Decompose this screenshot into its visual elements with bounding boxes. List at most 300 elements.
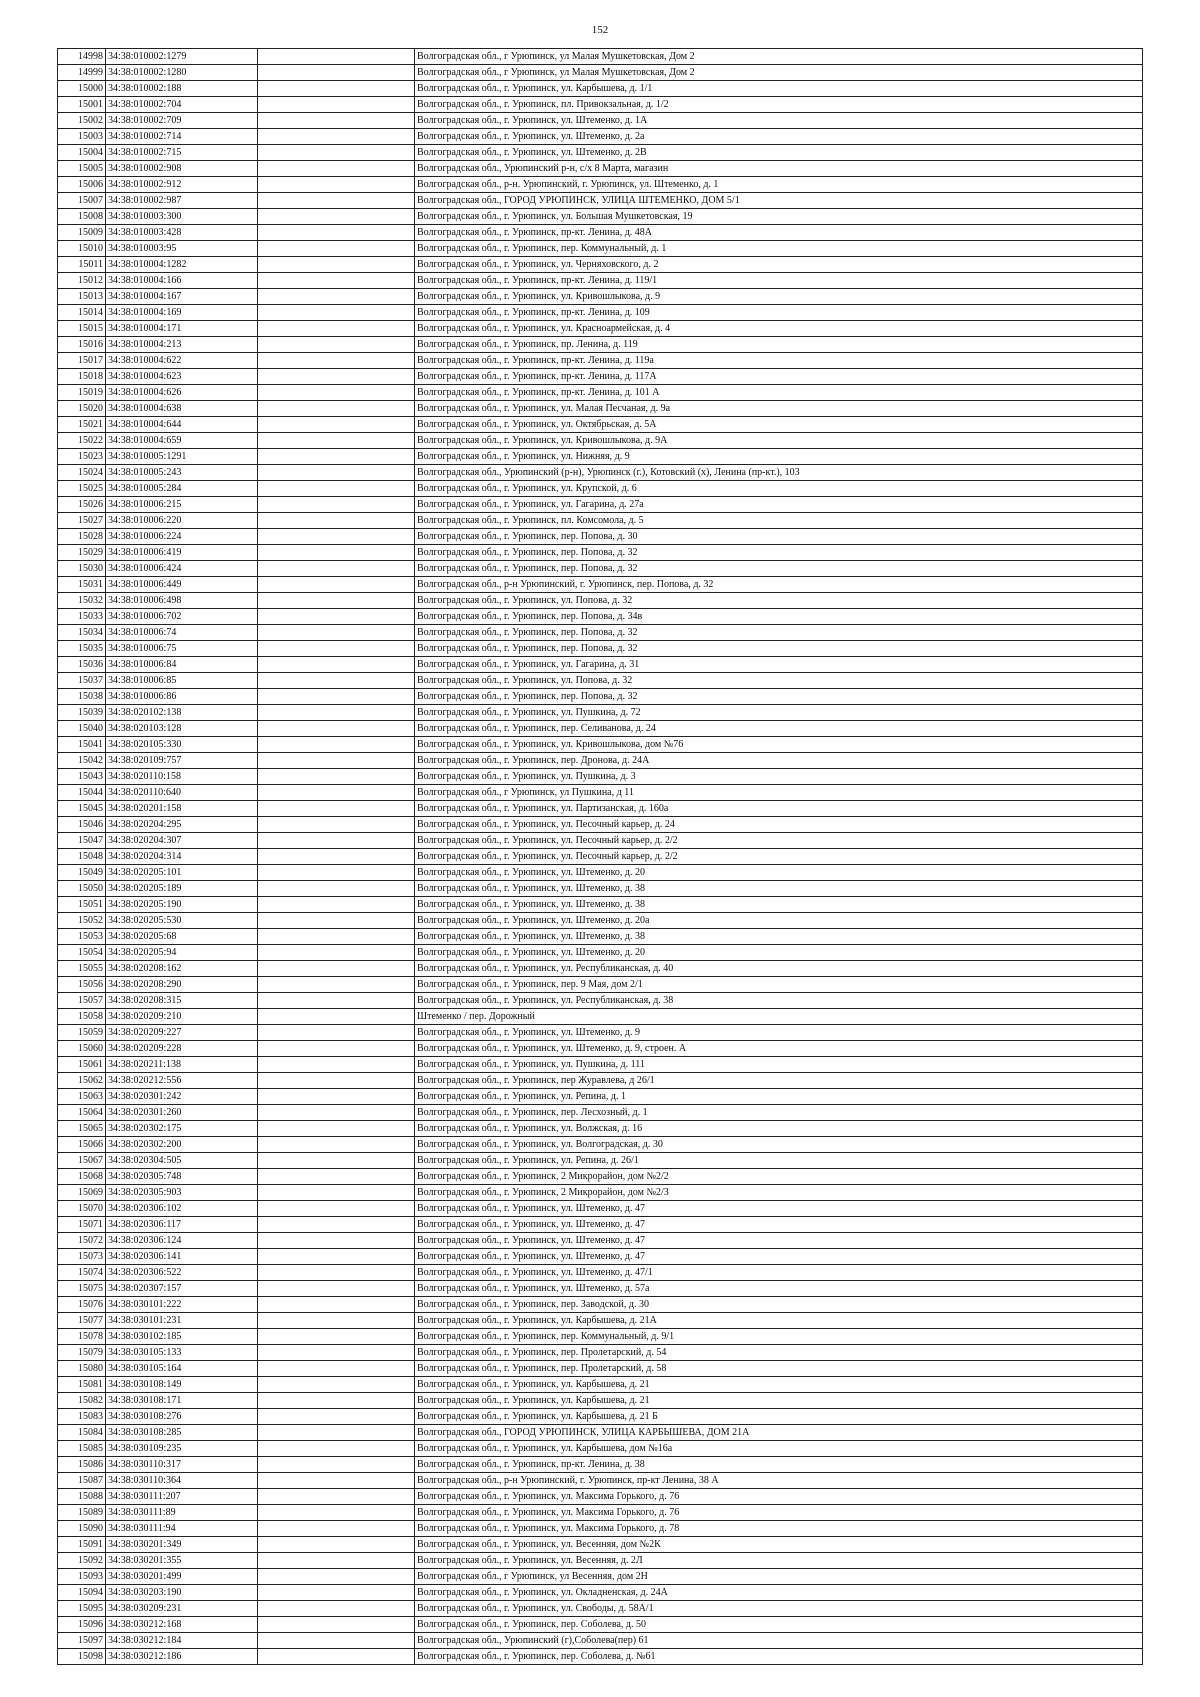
row-number-cell: 15003 bbox=[58, 129, 106, 145]
address-cell: Волгоградская обл., г. Урюпинск, ул. Весенняя, дом №2К bbox=[415, 1537, 1143, 1553]
cadastral-number-cell: 34:38:020209:210 bbox=[106, 1009, 258, 1025]
address-cell: Волгоградская обл., г. Урюпинск, ул. Штеменко, д. 2а bbox=[415, 129, 1143, 145]
cadastral-number-cell: 34:38:020103:128 bbox=[106, 721, 258, 737]
address-cell: Волгоградская обл., г. Урюпинск, ул. Штеменко, д. 20а bbox=[415, 913, 1143, 929]
empty-cell bbox=[258, 1233, 415, 1249]
row-number-cell: 15035 bbox=[58, 641, 106, 657]
table-row bbox=[58, 1233, 1143, 1249]
table-row bbox=[58, 1009, 1143, 1025]
table-row bbox=[58, 1217, 1143, 1233]
address-cell: Волгоградская обл., г. Урюпинск, ул. Карбышева, д. 21 bbox=[415, 1393, 1143, 1409]
table-row bbox=[58, 257, 1143, 273]
empty-cell bbox=[258, 385, 415, 401]
table-row bbox=[58, 369, 1143, 385]
cadastral-number-cell: 34:38:030108:149 bbox=[106, 1377, 258, 1393]
address-cell: Волгоградская обл., г. Урюпинск, ул. Партизанская, д. 160а bbox=[415, 801, 1143, 817]
address-cell: Волгоградская обл., р-н Урюпинский, г. Урюпинск, пер. Попова, д. 32 bbox=[415, 577, 1143, 593]
address-cell: Волгоградская обл., г. Урюпинск, 2 Микрорайон, дом №2/2 bbox=[415, 1169, 1143, 1185]
table-row bbox=[58, 1425, 1143, 1441]
empty-cell bbox=[258, 529, 415, 545]
cadastral-number-cell: 34:38:010002:709 bbox=[106, 113, 258, 129]
empty-cell bbox=[258, 1409, 415, 1425]
address-cell: Волгоградская обл., г. Урюпинск, пр-кт. Ленина, д. 109 bbox=[415, 305, 1143, 321]
cadastral-number-cell: 34:38:010004:623 bbox=[106, 369, 258, 385]
cadastral-number-cell: 34:38:010004:213 bbox=[106, 337, 258, 353]
empty-cell bbox=[258, 1617, 415, 1633]
row-number-cell: 15042 bbox=[58, 753, 106, 769]
cadastral-number-cell: 34:38:010006:74 bbox=[106, 625, 258, 641]
empty-cell bbox=[258, 1105, 415, 1121]
cadastral-number-cell: 34:38:030102:185 bbox=[106, 1329, 258, 1345]
empty-cell bbox=[258, 801, 415, 817]
row-number-cell: 15027 bbox=[58, 513, 106, 529]
table-row bbox=[58, 1057, 1143, 1073]
table-row bbox=[58, 1521, 1143, 1537]
table-row bbox=[58, 433, 1143, 449]
empty-cell bbox=[258, 497, 415, 513]
row-number-cell: 15083 bbox=[58, 1409, 106, 1425]
cadastral-number-cell: 34:38:020211:138 bbox=[106, 1057, 258, 1073]
row-number-cell: 15096 bbox=[58, 1617, 106, 1633]
address-cell: Волгоградская обл., Урюпинский (г),Соболева(пер) 61 bbox=[415, 1633, 1143, 1649]
row-number-cell: 15020 bbox=[58, 401, 106, 417]
address-cell: Волгоградская обл., г. Урюпинск, ул. Карбышева, д. 21А bbox=[415, 1313, 1143, 1329]
cadastral-number-cell: 34:38:020205:94 bbox=[106, 945, 258, 961]
table-row bbox=[58, 721, 1143, 737]
row-number-cell: 15087 bbox=[58, 1473, 106, 1489]
row-number-cell: 15081 bbox=[58, 1377, 106, 1393]
empty-cell bbox=[258, 577, 415, 593]
cadastral-number-cell: 34:38:020306:124 bbox=[106, 1233, 258, 1249]
row-number-cell: 15065 bbox=[58, 1121, 106, 1137]
row-number-cell: 15044 bbox=[58, 785, 106, 801]
cadastral-number-cell: 34:38:030105:133 bbox=[106, 1345, 258, 1361]
row-number-cell: 15045 bbox=[58, 801, 106, 817]
empty-cell bbox=[258, 81, 415, 97]
cadastral-number-cell: 34:38:030108:285 bbox=[106, 1425, 258, 1441]
row-number-cell: 15009 bbox=[58, 225, 106, 241]
address-cell: Волгоградская обл., г. Урюпинск, пр-кт. Ленина, д. 48А bbox=[415, 225, 1143, 241]
empty-cell bbox=[258, 257, 415, 273]
cadastral-number-cell: 34:38:010004:171 bbox=[106, 321, 258, 337]
address-cell: Волгоградская обл., г Урюпинск, ул Весенняя, дом 2Н bbox=[415, 1569, 1143, 1585]
empty-cell bbox=[258, 657, 415, 673]
table-row bbox=[58, 881, 1143, 897]
address-cell: Волгоградская обл., г. Урюпинск, ул. Песочный карьер, д. 2/2 bbox=[415, 849, 1143, 865]
cadastral-number-cell: 34:38:010004:1282 bbox=[106, 257, 258, 273]
cadastral-number-cell: 34:38:030105:164 bbox=[106, 1361, 258, 1377]
page-number: 152 bbox=[591, 24, 609, 36]
cadastral-number-cell: 34:38:010006:215 bbox=[106, 497, 258, 513]
table-row bbox=[58, 1345, 1143, 1361]
empty-cell bbox=[258, 961, 415, 977]
address-cell: Волгоградская обл., г. Урюпинск, ул. Кривошлыкова, д. 9А bbox=[415, 433, 1143, 449]
cadastral-number-cell: 34:38:010006:449 bbox=[106, 577, 258, 593]
row-number-cell: 15008 bbox=[58, 209, 106, 225]
address-cell: Волгоградская обл., г. Урюпинск, пер. 9 Мая, дом 2/1 bbox=[415, 977, 1143, 993]
table-row bbox=[58, 129, 1143, 145]
table-row bbox=[58, 97, 1143, 113]
table-row bbox=[58, 145, 1143, 161]
row-number-cell: 15066 bbox=[58, 1137, 106, 1153]
empty-cell bbox=[258, 1249, 415, 1265]
table-row bbox=[58, 1409, 1143, 1425]
address-cell: Волгоградская обл., г. Урюпинск, ул. Штеменко, д. 9, строен. А bbox=[415, 1041, 1143, 1057]
table-row bbox=[58, 529, 1143, 545]
address-cell: Волгоградская обл., г. Урюпинск, ул. Карбышева, д. 1/1 bbox=[415, 81, 1143, 97]
cadastral-number-cell: 34:38:030201:349 bbox=[106, 1537, 258, 1553]
address-cell: Волгоградская обл., г. Урюпинск, ул. Кривошлыкова, дом №76 bbox=[415, 737, 1143, 753]
empty-cell bbox=[258, 113, 415, 129]
cadastral-number-cell: 34:38:020302:200 bbox=[106, 1137, 258, 1153]
empty-cell bbox=[258, 785, 415, 801]
row-number-cell: 15026 bbox=[58, 497, 106, 513]
cadastral-number-cell: 34:38:030101:231 bbox=[106, 1313, 258, 1329]
cadastral-number-cell: 34:38:020212:556 bbox=[106, 1073, 258, 1089]
table-row bbox=[58, 849, 1143, 865]
address-cell: Волгоградская обл., г. Урюпинск, ул. Нижняя, д. 9 bbox=[415, 449, 1143, 465]
address-cell: Волгоградская обл., г. Урюпинск, ул. Свободы, д. 58А/1 bbox=[415, 1601, 1143, 1617]
row-number-cell: 15064 bbox=[58, 1105, 106, 1121]
address-cell: Волгоградская обл., г. Урюпинск, ул. Репина, д. 1 bbox=[415, 1089, 1143, 1105]
table-row bbox=[58, 1441, 1143, 1457]
cadastral-number-cell: 34:38:010006:424 bbox=[106, 561, 258, 577]
address-cell: Волгоградская обл., ГОРОД УРЮПИНСК, УЛИЦА КАРБЫШЕВА, ДОМ 21А bbox=[415, 1425, 1143, 1441]
row-number-cell: 15080 bbox=[58, 1361, 106, 1377]
row-number-cell: 15022 bbox=[58, 433, 106, 449]
row-number-cell: 15046 bbox=[58, 817, 106, 833]
table-row bbox=[58, 289, 1143, 305]
cadastral-number-cell: 34:38:010003:428 bbox=[106, 225, 258, 241]
cadastral-number-cell: 34:38:010003:300 bbox=[106, 209, 258, 225]
empty-cell bbox=[258, 145, 415, 161]
row-number-cell: 15076 bbox=[58, 1297, 106, 1313]
address-cell: Волгоградская обл., г. Урюпинск, пер. Попова, д. 32 bbox=[415, 689, 1143, 705]
table-row bbox=[58, 769, 1143, 785]
cadastral-number-cell: 34:38:010002:714 bbox=[106, 129, 258, 145]
empty-cell bbox=[258, 1345, 415, 1361]
table-row bbox=[58, 81, 1143, 97]
row-number-cell: 15062 bbox=[58, 1073, 106, 1089]
row-number-cell: 15015 bbox=[58, 321, 106, 337]
cadastral-number-cell: 34:38:020302:175 bbox=[106, 1121, 258, 1137]
row-number-cell: 15053 bbox=[58, 929, 106, 945]
empty-cell bbox=[258, 1361, 415, 1377]
table-row bbox=[58, 1121, 1143, 1137]
table-row bbox=[58, 785, 1143, 801]
empty-cell bbox=[258, 945, 415, 961]
empty-cell bbox=[258, 97, 415, 113]
row-number-cell: 15013 bbox=[58, 289, 106, 305]
row-number-cell: 15001 bbox=[58, 97, 106, 113]
table-row bbox=[58, 593, 1143, 609]
row-number-cell: 15069 bbox=[58, 1185, 106, 1201]
table-row bbox=[58, 977, 1143, 993]
address-cell: Волгоградская обл., г Урюпинск, ул Пушкина, д 11 bbox=[415, 785, 1143, 801]
cadastral-number-cell: 34:38:020205:189 bbox=[106, 881, 258, 897]
empty-cell bbox=[258, 401, 415, 417]
row-number-cell: 15085 bbox=[58, 1441, 106, 1457]
table-row bbox=[58, 177, 1143, 193]
empty-cell bbox=[258, 1089, 415, 1105]
cadastral-number-cell: 34:38:020307:157 bbox=[106, 1281, 258, 1297]
empty-cell bbox=[258, 1217, 415, 1233]
cadastral-number-cell: 34:38:010002:188 bbox=[106, 81, 258, 97]
table-row bbox=[58, 1249, 1143, 1265]
table-row bbox=[58, 1313, 1143, 1329]
table-row bbox=[58, 1153, 1143, 1169]
address-cell: Волгоградская обл., г. Урюпинск, пер. Коммунальный, д. 1 bbox=[415, 241, 1143, 257]
address-cell: Волгоградская обл., г. Урюпинск, ул. Окладненская, д. 24А bbox=[415, 1585, 1143, 1601]
table-row bbox=[58, 1537, 1143, 1553]
row-number-cell: 15079 bbox=[58, 1345, 106, 1361]
cadastral-number-cell: 34:38:030201:499 bbox=[106, 1569, 258, 1585]
table-row bbox=[58, 865, 1143, 881]
cadastral-number-cell: 34:38:020301:260 bbox=[106, 1105, 258, 1121]
cadastral-number-cell: 34:38:030108:171 bbox=[106, 1393, 258, 1409]
address-cell: Волгоградская обл., г. Урюпинск, пл. Комсомола, д. 5 bbox=[415, 513, 1143, 529]
empty-cell bbox=[258, 1073, 415, 1089]
row-number-cell: 15084 bbox=[58, 1425, 106, 1441]
empty-cell bbox=[258, 481, 415, 497]
empty-cell bbox=[258, 305, 415, 321]
table-row bbox=[58, 497, 1143, 513]
cadastral-number-cell: 34:38:020110:640 bbox=[106, 785, 258, 801]
row-number-cell: 15032 bbox=[58, 593, 106, 609]
cadastral-number-cell: 34:38:010004:167 bbox=[106, 289, 258, 305]
table-row bbox=[58, 833, 1143, 849]
empty-cell bbox=[258, 1633, 415, 1649]
row-number-cell: 15073 bbox=[58, 1249, 106, 1265]
empty-cell bbox=[258, 689, 415, 705]
address-cell: Волгоградская обл., г. Урюпинск, ул. Крупской, д. 6 bbox=[415, 481, 1143, 497]
empty-cell bbox=[258, 337, 415, 353]
registry-table-body bbox=[58, 49, 1143, 1665]
address-cell: Волгоградская обл., г. Урюпинск, ул. Волжская, д. 16 bbox=[415, 1121, 1143, 1137]
row-number-cell: 15059 bbox=[58, 1025, 106, 1041]
row-number-cell: 15070 bbox=[58, 1201, 106, 1217]
cadastral-number-cell: 34:38:020205:101 bbox=[106, 865, 258, 881]
table-row bbox=[58, 929, 1143, 945]
address-cell: Волгоградская обл., г. Урюпинск, пер. Попова, д. 32 bbox=[415, 545, 1143, 561]
empty-cell bbox=[258, 721, 415, 737]
row-number-cell: 15097 bbox=[58, 1633, 106, 1649]
address-cell: Волгоградская обл., г. Урюпинск, ул. Максима Горького, д. 76 bbox=[415, 1489, 1143, 1505]
empty-cell bbox=[258, 513, 415, 529]
address-cell: Волгоградская обл., г. Урюпинск, ул. Карбышева, д. 21 bbox=[415, 1377, 1143, 1393]
address-cell: Волгоградская обл., г. Урюпинск, ул. Штеменко, д. 47 bbox=[415, 1233, 1143, 1249]
row-number-cell: 15089 bbox=[58, 1505, 106, 1521]
empty-cell bbox=[258, 625, 415, 641]
row-number-cell: 15010 bbox=[58, 241, 106, 257]
address-cell: Волгоградская обл., г. Урюпинск, ул. Штеменко, д. 47/1 bbox=[415, 1265, 1143, 1281]
address-cell: Волгоградская обл., г. Урюпинск, ул. Гагарина, д. 27а bbox=[415, 497, 1143, 513]
table-row bbox=[58, 465, 1143, 481]
row-number-cell: 15074 bbox=[58, 1265, 106, 1281]
address-cell: Волгоградская обл., г. Урюпинск, ул. Штеменко, д. 38 bbox=[415, 929, 1143, 945]
cadastral-number-cell: 34:38:030212:184 bbox=[106, 1633, 258, 1649]
table-row bbox=[58, 417, 1143, 433]
empty-cell bbox=[258, 1489, 415, 1505]
empty-cell bbox=[258, 1041, 415, 1057]
table-row bbox=[58, 817, 1143, 833]
address-cell: Волгоградская обл., г Урюпинск, ул Малая Мушкетовская, Дом 2 bbox=[415, 65, 1143, 81]
empty-cell bbox=[258, 1649, 415, 1665]
empty-cell bbox=[258, 929, 415, 945]
row-number-cell: 15054 bbox=[58, 945, 106, 961]
cadastral-number-cell: 34:38:010004:626 bbox=[106, 385, 258, 401]
row-number-cell: 15075 bbox=[58, 1281, 106, 1297]
row-number-cell: 15056 bbox=[58, 977, 106, 993]
empty-cell bbox=[258, 1185, 415, 1201]
table-row bbox=[58, 1457, 1143, 1473]
table-row bbox=[58, 577, 1143, 593]
empty-cell bbox=[258, 913, 415, 929]
table-row bbox=[58, 1041, 1143, 1057]
address-cell: Волгоградская обл., г. Урюпинск, ул. Попова, д. 32 bbox=[415, 593, 1143, 609]
empty-cell bbox=[258, 737, 415, 753]
table-row bbox=[58, 1201, 1143, 1217]
cadastral-number-cell: 34:38:020208:315 bbox=[106, 993, 258, 1009]
table-row bbox=[58, 1361, 1143, 1377]
row-number-cell: 15082 bbox=[58, 1393, 106, 1409]
address-cell: Волгоградская обл., г. Урюпинск, пер. Попова, д. 32 bbox=[415, 641, 1143, 657]
row-number-cell: 15058 bbox=[58, 1009, 106, 1025]
empty-cell bbox=[258, 561, 415, 577]
address-cell: Волгоградская обл., р-н Урюпинский, г. Урюпинск, пр-кт Ленина, 38 А bbox=[415, 1473, 1143, 1489]
row-number-cell: 15086 bbox=[58, 1457, 106, 1473]
address-cell: Волгоградская обл., г. Урюпинск, ул. Волгоградская, д. 30 bbox=[415, 1137, 1143, 1153]
address-cell: Волгоградская обл., г. Урюпинск, пер. Селиванова, д. 24 bbox=[415, 721, 1143, 737]
cadastral-number-cell: 34:38:010006:224 bbox=[106, 529, 258, 545]
empty-cell bbox=[258, 1281, 415, 1297]
empty-cell bbox=[258, 289, 415, 305]
row-number-cell: 15051 bbox=[58, 897, 106, 913]
cadastral-number-cell: 34:38:010006:86 bbox=[106, 689, 258, 705]
cadastral-number-cell: 34:38:020306:102 bbox=[106, 1201, 258, 1217]
address-cell: Волгоградская обл., г. Урюпинск, ул. Штеменко, д. 38 bbox=[415, 881, 1143, 897]
row-number-cell: 15090 bbox=[58, 1521, 106, 1537]
row-number-cell: 15077 bbox=[58, 1313, 106, 1329]
cadastral-number-cell: 34:38:010004:622 bbox=[106, 353, 258, 369]
address-cell: Волгоградская обл., г. Урюпинск, ул. Штеменко, д. 20 bbox=[415, 865, 1143, 881]
cadastral-number-cell: 34:38:010002:704 bbox=[106, 97, 258, 113]
table-row bbox=[58, 1105, 1143, 1121]
row-number-cell: 15093 bbox=[58, 1569, 106, 1585]
empty-cell bbox=[258, 1025, 415, 1041]
table-row bbox=[58, 1137, 1143, 1153]
cadastral-number-cell: 34:38:030101:222 bbox=[106, 1297, 258, 1313]
table-row bbox=[58, 657, 1143, 673]
table-row bbox=[58, 1185, 1143, 1201]
cadastral-number-cell: 34:38:030110:317 bbox=[106, 1457, 258, 1473]
table-row bbox=[58, 625, 1143, 641]
empty-cell bbox=[258, 1297, 415, 1313]
empty-cell bbox=[258, 897, 415, 913]
row-number-cell: 15028 bbox=[58, 529, 106, 545]
address-cell: Волгоградская обл., г. Урюпинск, ул. Репина, д. 26/1 bbox=[415, 1153, 1143, 1169]
address-cell: Волгоградская обл., г. Урюпинск, ул. Песочный карьер, д. 24 bbox=[415, 817, 1143, 833]
address-cell: Волгоградская обл., г. Урюпинск, ул. Малая Песчаная, д. 9а bbox=[415, 401, 1143, 417]
table-row bbox=[58, 1473, 1143, 1489]
cadastral-number-cell: 34:38:020306:141 bbox=[106, 1249, 258, 1265]
cadastral-number-cell: 34:38:020208:290 bbox=[106, 977, 258, 993]
table-row bbox=[58, 545, 1143, 561]
empty-cell bbox=[258, 161, 415, 177]
empty-cell bbox=[258, 129, 415, 145]
empty-cell bbox=[258, 193, 415, 209]
cadastral-number-cell: 34:38:010006:75 bbox=[106, 641, 258, 657]
cadastral-number-cell: 34:38:010002:715 bbox=[106, 145, 258, 161]
row-number-cell: 15030 bbox=[58, 561, 106, 577]
empty-cell bbox=[258, 1425, 415, 1441]
address-cell: Волгоградская обл., г. Урюпинск, пер. Соболева, д. №61 bbox=[415, 1649, 1143, 1665]
empty-cell bbox=[258, 1169, 415, 1185]
address-cell: Волгоградская обл., г. Урюпинск, пер. Пролетарский, д. 58 bbox=[415, 1361, 1143, 1377]
row-number-cell: 15025 bbox=[58, 481, 106, 497]
row-number-cell: 15063 bbox=[58, 1089, 106, 1105]
row-number-cell: 15023 bbox=[58, 449, 106, 465]
empty-cell bbox=[258, 753, 415, 769]
address-cell: Волгоградская обл., г. Урюпинск, ул. Пушкина, д. 111 bbox=[415, 1057, 1143, 1073]
address-cell: Волгоградская обл., г. Урюпинск, пер. Попова, д. 32 bbox=[415, 561, 1143, 577]
empty-cell bbox=[258, 1009, 415, 1025]
address-cell: Волгоградская обл., г. Урюпинск, ул. Карбышева, дом №16а bbox=[415, 1441, 1143, 1457]
table-row bbox=[58, 753, 1143, 769]
table-row bbox=[58, 673, 1143, 689]
address-cell: Волгоградская обл., г. Урюпинск, ул. Черняховского, д. 2 bbox=[415, 257, 1143, 273]
row-number-cell: 15055 bbox=[58, 961, 106, 977]
table-row bbox=[58, 1025, 1143, 1041]
registry-table bbox=[57, 48, 1143, 1665]
row-number-cell: 15095 bbox=[58, 1601, 106, 1617]
row-number-cell: 15068 bbox=[58, 1169, 106, 1185]
row-number-cell: 15048 bbox=[58, 849, 106, 865]
table-row bbox=[58, 241, 1143, 257]
cadastral-number-cell: 34:38:020204:307 bbox=[106, 833, 258, 849]
cadastral-number-cell: 34:38:020205:190 bbox=[106, 897, 258, 913]
cadastral-number-cell: 34:38:010006:85 bbox=[106, 673, 258, 689]
table-row bbox=[58, 1265, 1143, 1281]
cadastral-number-cell: 34:38:020209:228 bbox=[106, 1041, 258, 1057]
cadastral-number-cell: 34:38:020205:68 bbox=[106, 929, 258, 945]
address-cell: Волгоградская обл., г. Урюпинск, ул. Гагарина, д. 31 bbox=[415, 657, 1143, 673]
empty-cell bbox=[258, 817, 415, 833]
empty-cell bbox=[258, 1505, 415, 1521]
table-row bbox=[58, 945, 1143, 961]
empty-cell bbox=[258, 321, 415, 337]
address-cell: Волгоградская обл., г. Урюпинск, пер. Дронова, д. 24А bbox=[415, 753, 1143, 769]
table-row bbox=[58, 913, 1143, 929]
table-row bbox=[58, 897, 1143, 913]
empty-cell bbox=[258, 433, 415, 449]
cadastral-number-cell: 34:38:030201:355 bbox=[106, 1553, 258, 1569]
row-number-cell: 15072 bbox=[58, 1233, 106, 1249]
row-number-cell: 15091 bbox=[58, 1537, 106, 1553]
row-number-cell: 15052 bbox=[58, 913, 106, 929]
empty-cell bbox=[258, 1377, 415, 1393]
table-row bbox=[58, 337, 1143, 353]
address-cell: Волгоградская обл., г. Урюпинск, пр-кт. Ленина, д. 117А bbox=[415, 369, 1143, 385]
cadastral-number-cell: 34:38:020204:295 bbox=[106, 817, 258, 833]
table-row bbox=[58, 1601, 1143, 1617]
empty-cell bbox=[258, 865, 415, 881]
empty-cell bbox=[258, 993, 415, 1009]
table-row bbox=[58, 1377, 1143, 1393]
empty-cell bbox=[258, 1313, 415, 1329]
empty-cell bbox=[258, 209, 415, 225]
table-row bbox=[58, 1073, 1143, 1089]
